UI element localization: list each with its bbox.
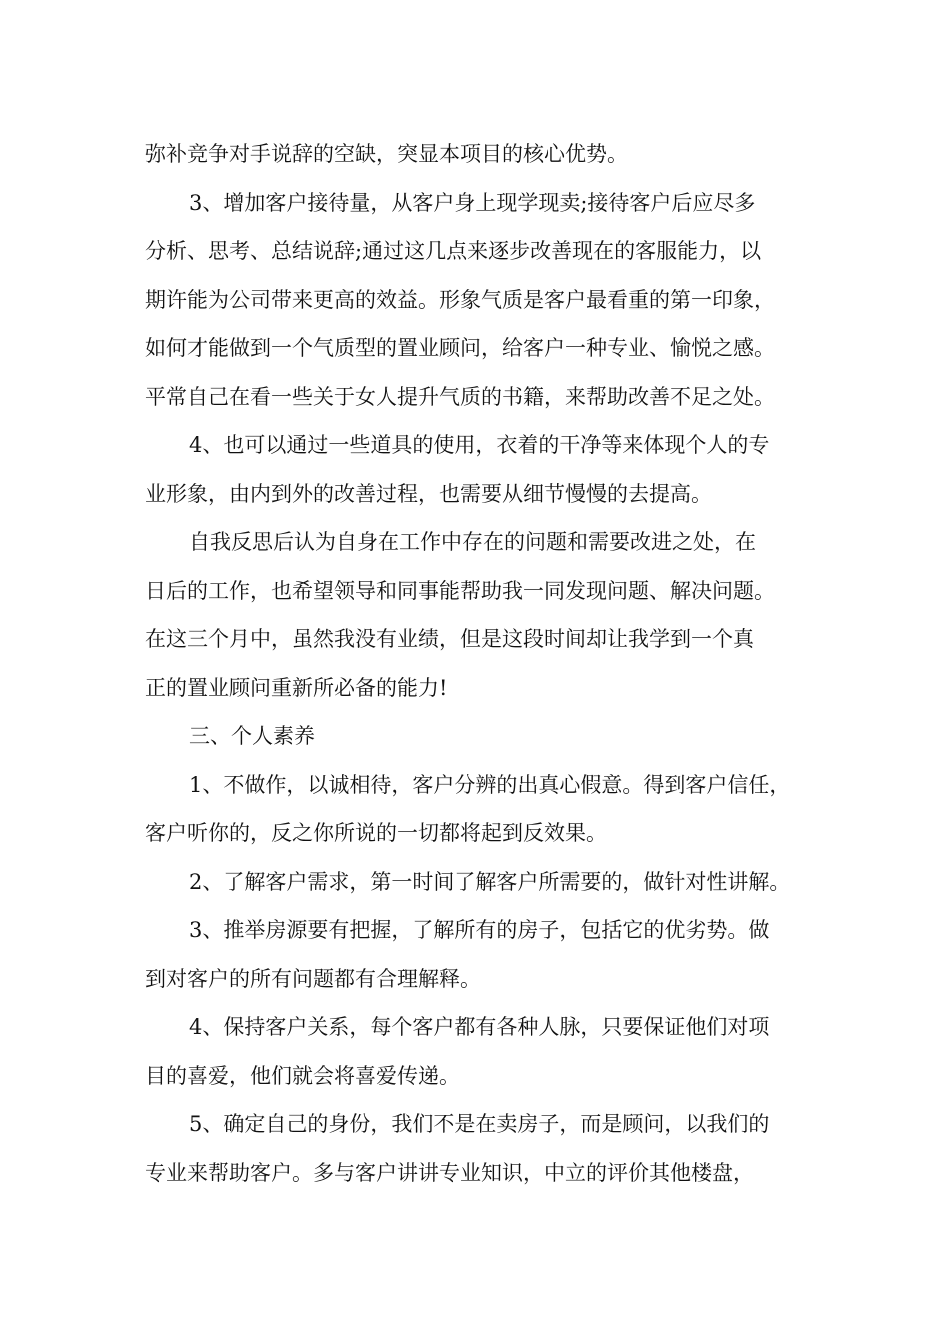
text-line: 到对客户的所有问题都有合理解释。 — [145, 966, 481, 991]
text-line: 目的喜爱，他们就会将喜爱传递。 — [145, 1063, 460, 1088]
text-line: 期许能为公司带来更高的效益。形象气质是客户最看重的第一印象， — [145, 287, 775, 312]
text-line: 自我反思后认为自身在工作中存在的问题和需要改进之处，在 — [189, 530, 756, 554]
text-line: 在这三个月中，虽然我没有业绩，但是这段时间却让我学到一个真 — [145, 627, 754, 651]
text-line: 分析、思考、总结说辞;通过这几点来逐步改善现在的客服能力，以 — [145, 239, 762, 263]
text-line: 4、保持客户关系，每个客户都有各种人脉，只要保证他们对项 — [189, 1015, 770, 1039]
text-line: 平常自己在看一些关于女人提升气质的书籍，来帮助改善不足之处。 — [145, 384, 775, 409]
section-heading: 三、个人素养 — [189, 724, 315, 748]
text-line: 4、也可以通过一些道具的使用，衣着的干净等来体现个人的专 — [189, 433, 770, 457]
document-body — [145, 130, 815, 1197]
text-line: 1、不做作，以诚相待，客户分辨的出真心假意。得到客户信任， — [189, 772, 791, 797]
text-line: 如何才能做到一个气质型的置业顾问，给客户一种专业、愉悦之感。 — [145, 336, 775, 360]
text-line: 2、了解客户需求，第一时间了解客户所需要的，做针对性讲解。 — [189, 869, 791, 894]
text-line: 3、增加客户接待量，从客户身上现学现卖;接待客户后应尽多 — [189, 190, 756, 215]
text-line: 正的置业顾问重新所必备的能力! — [145, 675, 448, 700]
text-line: 专业来帮助客户。多与客户讲讲专业知识，中立的评价其他楼盘， — [145, 1160, 754, 1185]
text-line: 客户听你的，反之你所说的一切都将起到反效果。 — [145, 821, 607, 845]
text-line: 弥补竞争对手说辞的空缺，突显本项目的核心优势。 — [145, 142, 628, 166]
text-line: 日后的工作，也希望领导和同事能帮助我一同发现问题、解决问题。 — [145, 578, 775, 603]
text-line: 业形象，由内到外的改善过程，也需要从细节慢慢的去提高。 — [145, 481, 712, 506]
text-line: 3、推举房源要有把握，了解所有的房子，包括它的优劣势。做 — [189, 918, 770, 942]
text-line: 5、确定自己的身份，我们不是在卖房子，而是顾问，以我们的 — [189, 1112, 770, 1136]
